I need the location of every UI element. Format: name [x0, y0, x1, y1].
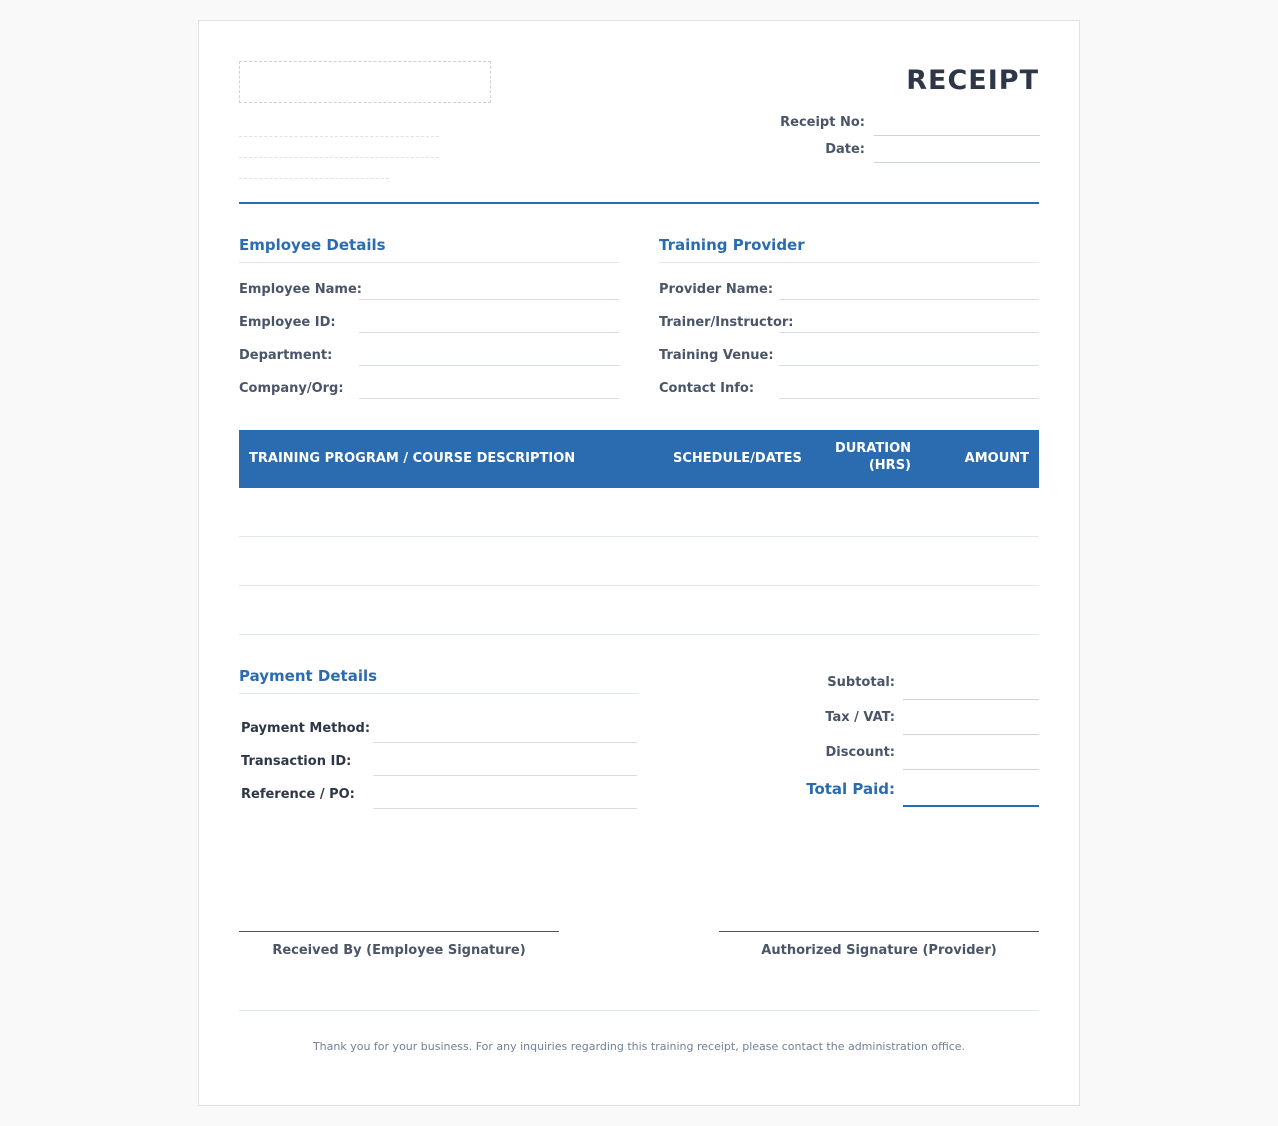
table-row[interactable] [239, 634, 1039, 635]
contact-info-label: Contact Info: [659, 381, 755, 396]
receipt-no-field[interactable] [874, 135, 1040, 136]
transaction-id-label: Transaction ID: [241, 754, 352, 769]
company-org-field[interactable] [359, 398, 619, 399]
receipt-no-label: Receipt No: [780, 115, 865, 130]
employee-details-rule [239, 262, 619, 263]
employee-id-field[interactable] [359, 332, 619, 333]
employee-name-field[interactable] [359, 299, 619, 300]
table-row[interactable] [239, 585, 1039, 586]
trainer-instructor-field[interactable] [779, 332, 1039, 333]
training-venue-label: Training Venue: [659, 348, 774, 363]
col-schedule: SCHEDULE/DATES [673, 451, 802, 466]
provider-name-label: Provider Name: [659, 282, 774, 297]
employee-signature-line[interactable] [239, 931, 559, 932]
company-address-line-1 [239, 136, 439, 137]
reference-po-field[interactable] [373, 808, 637, 809]
subtotal-field[interactable] [903, 699, 1039, 700]
training-venue-field[interactable] [779, 365, 1039, 366]
items-table-header [239, 430, 1039, 488]
payment-details-rule [239, 693, 639, 694]
company-address-line-3 [239, 178, 389, 179]
receipt-page [198, 20, 1080, 1106]
company-address-line-2 [239, 157, 439, 158]
trainer-instructor-label: Trainer/Instructor: [659, 315, 794, 330]
provider-signature-line[interactable] [719, 931, 1039, 932]
payment-details-heading: Payment Details [239, 667, 378, 685]
company-org-label: Company/Org: [239, 381, 344, 396]
transaction-id-field[interactable] [373, 775, 637, 776]
col-duration-line2: (HRS) [868, 458, 911, 473]
discount-field[interactable] [903, 769, 1039, 770]
reference-po-label: Reference / PO: [241, 787, 355, 802]
provider-signature-label: Authorized Signature (Provider) [761, 943, 997, 958]
date-field[interactable] [874, 162, 1040, 163]
employee-details-heading: Employee Details [239, 236, 386, 254]
table-row[interactable] [239, 536, 1039, 537]
payment-method-field[interactable] [373, 742, 637, 743]
department-label: Department: [239, 348, 333, 363]
payment-method-label: Payment Method: [241, 721, 371, 736]
subtotal-label: Subtotal: [827, 675, 895, 690]
col-description: TRAINING PROGRAM / COURSE DESCRIPTION [249, 451, 576, 466]
date-label: Date: [825, 142, 865, 157]
tax-vat-field[interactable] [903, 734, 1039, 735]
employee-signature-label: Received By (Employee Signature) [272, 943, 526, 958]
col-duration-line1: DURATION [834, 441, 911, 456]
header-divider [239, 202, 1039, 204]
total-paid-label: Total Paid: [806, 780, 895, 798]
department-field[interactable] [359, 365, 619, 366]
contact-info-field[interactable] [779, 398, 1039, 399]
col-duration [835, 441, 911, 473]
footer-divider [239, 1010, 1039, 1011]
discount-label: Discount: [825, 745, 895, 760]
logo-placeholder [239, 61, 491, 103]
provider-name-field[interactable] [779, 299, 1039, 300]
training-provider-rule [659, 262, 1039, 263]
col-amount: AMOUNT [964, 451, 1029, 466]
total-paid-field[interactable] [903, 805, 1039, 807]
footer-note: Thank you for your business. For any inquiries regarding this training receipt, please contact the administration office. [312, 1040, 966, 1053]
tax-vat-label: Tax / VAT: [825, 710, 895, 725]
training-provider-heading: Training Provider [659, 236, 805, 254]
receipt-title: RECEIPT [906, 65, 1039, 96]
employee-id-label: Employee ID: [239, 315, 336, 330]
employee-name-label: Employee Name: [239, 282, 362, 297]
